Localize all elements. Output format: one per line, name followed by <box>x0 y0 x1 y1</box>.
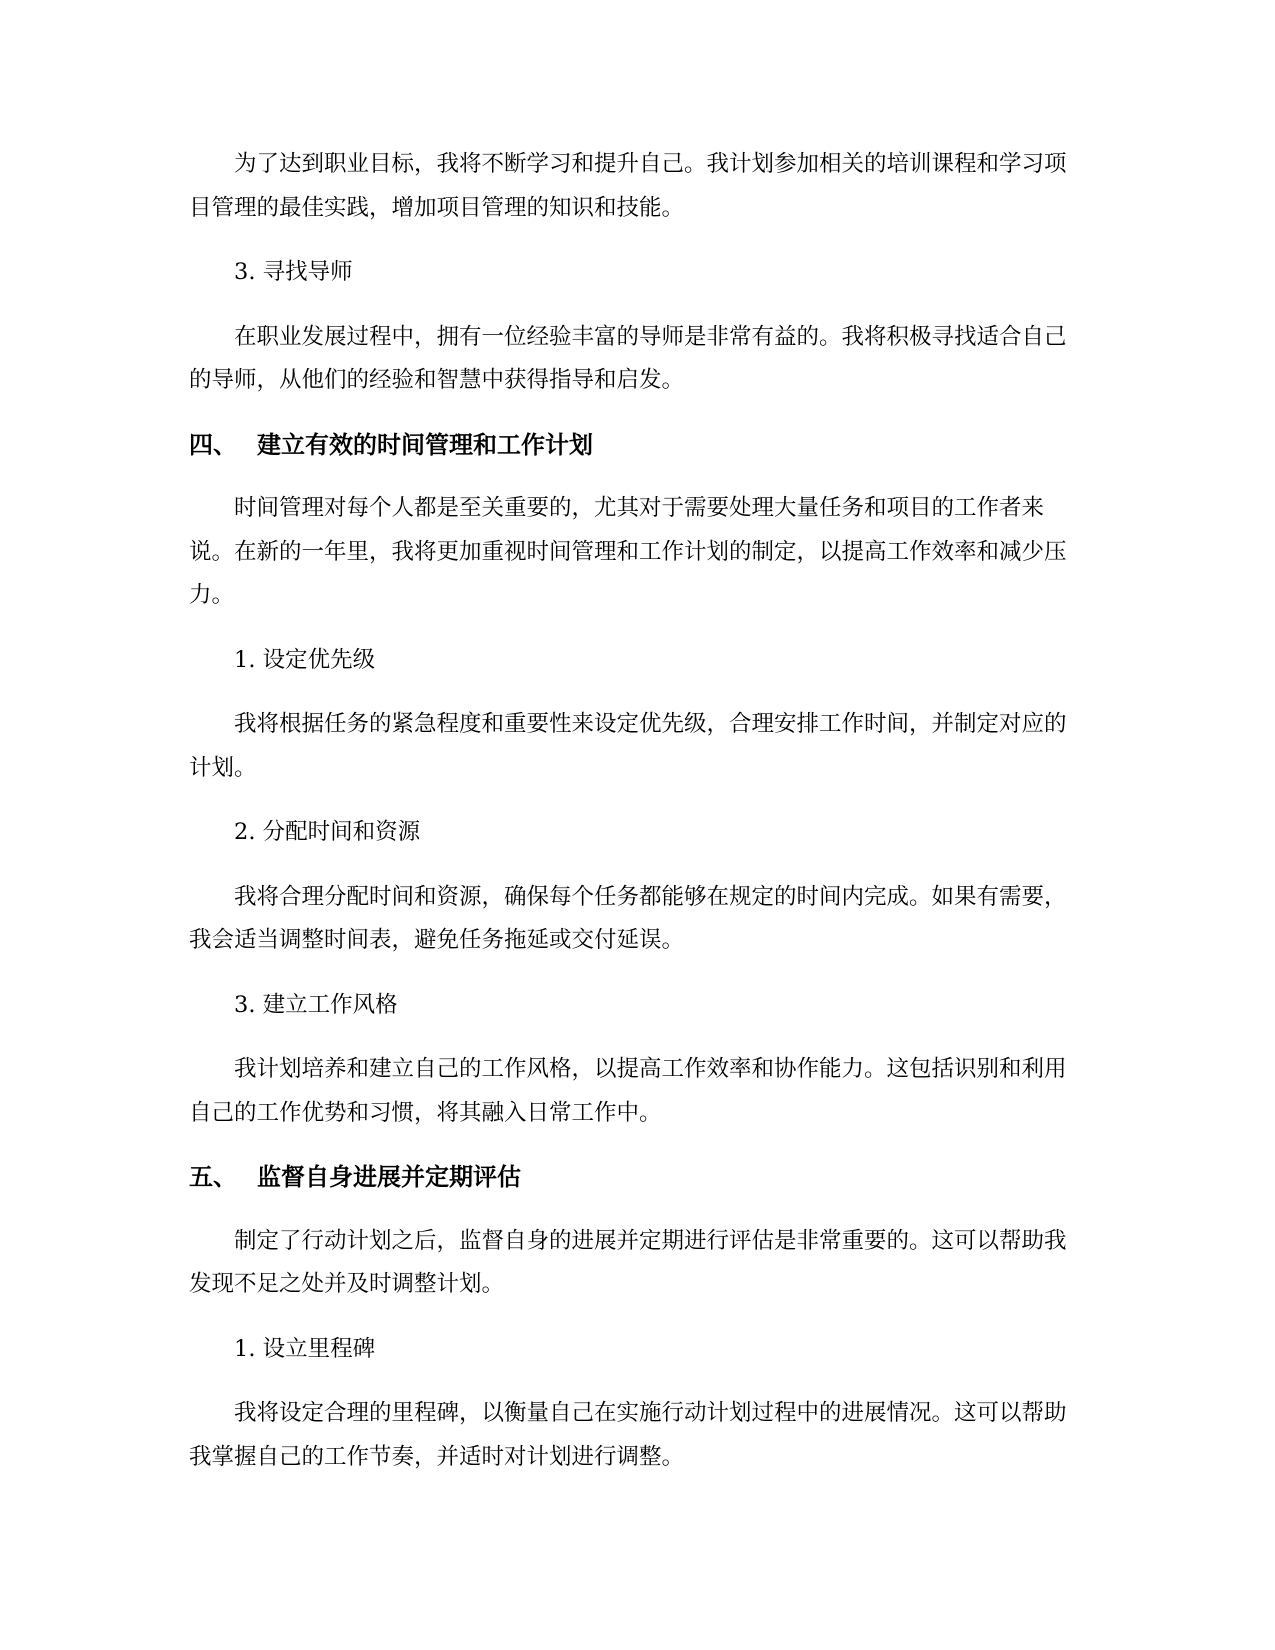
item-milestones: 1. 设立里程碑 <box>234 1335 376 1362</box>
paragraph-resources: 我将合理分配时间和资源，确保每个任务都能够在规定的时间内完成。如果有需要，我会适当调整时间表，避免任务拖延或交付延误。 <box>189 883 1067 953</box>
paragraph-mentor: 在职业发展过程中，拥有一位经验丰富的导师是非常有益的。我将积极寻找适合自己的导师，从他们的经验和智慧中获得指导和启发。 <box>189 323 1067 393</box>
section-heading-time-management <box>189 424 1087 468</box>
item-find-mentor: 3. 寻找导师 <box>234 259 353 285</box>
document-body <box>189 143 1087 1500</box>
section-title: 监督自身进展并定期评估 <box>257 1163 521 1191</box>
paragraph-priorities: 我将根据任务的紧急程度和重要性来设定优先级，合理安排工作时间，并制定对应的计划。 <box>189 711 1067 781</box>
item-allocate-resources: 2. 分配时间和资源 <box>234 819 421 845</box>
section-heading-progress <box>189 1156 1087 1200</box>
item-set-priorities: 1. 设定优先级 <box>234 646 376 673</box>
paragraph-progress: 制定了行动计划之后，监督自身的进展并定期进行评估是非常重要的。这可以帮助我发现不足之处并及时调整计划。 <box>189 1227 1067 1297</box>
section-number: 五、 <box>189 1163 237 1191</box>
paragraph-milestones: 我将设定合理的里程碑，以衡量自己在实施行动计划过程中的进展情况。这可以帮助我掌握自己的工作节奏，并适时对计划进行调整。 <box>189 1400 1067 1470</box>
section-title: 建立有效的时间管理和工作计划 <box>257 430 593 459</box>
paragraph-learning: 为了达到职业目标，我将不断学习和提升自己。我计划参加相关的培训课程和学习项目管理的最佳实践，增加项目管理的知识和技能。 <box>189 151 1067 221</box>
paragraph-time-management: 时间管理对每个人都是至关重要的，尤其对于需要处理大量任务和项目的工作者来说。在新的一年里，我将更加重视时间管理和工作计划的制定，以提高工作效率和减少压力。 <box>189 495 1067 608</box>
paragraph-work-style: 我计划培养和建立自己的工作风格，以提高工作效率和协作能力。这包括识别和利用自己的工作优势和习惯，将其融入日常工作中。 <box>189 1056 1067 1126</box>
item-work-style: 3. 建立工作风格 <box>234 991 398 1018</box>
section-number: 四、 <box>189 430 237 459</box>
